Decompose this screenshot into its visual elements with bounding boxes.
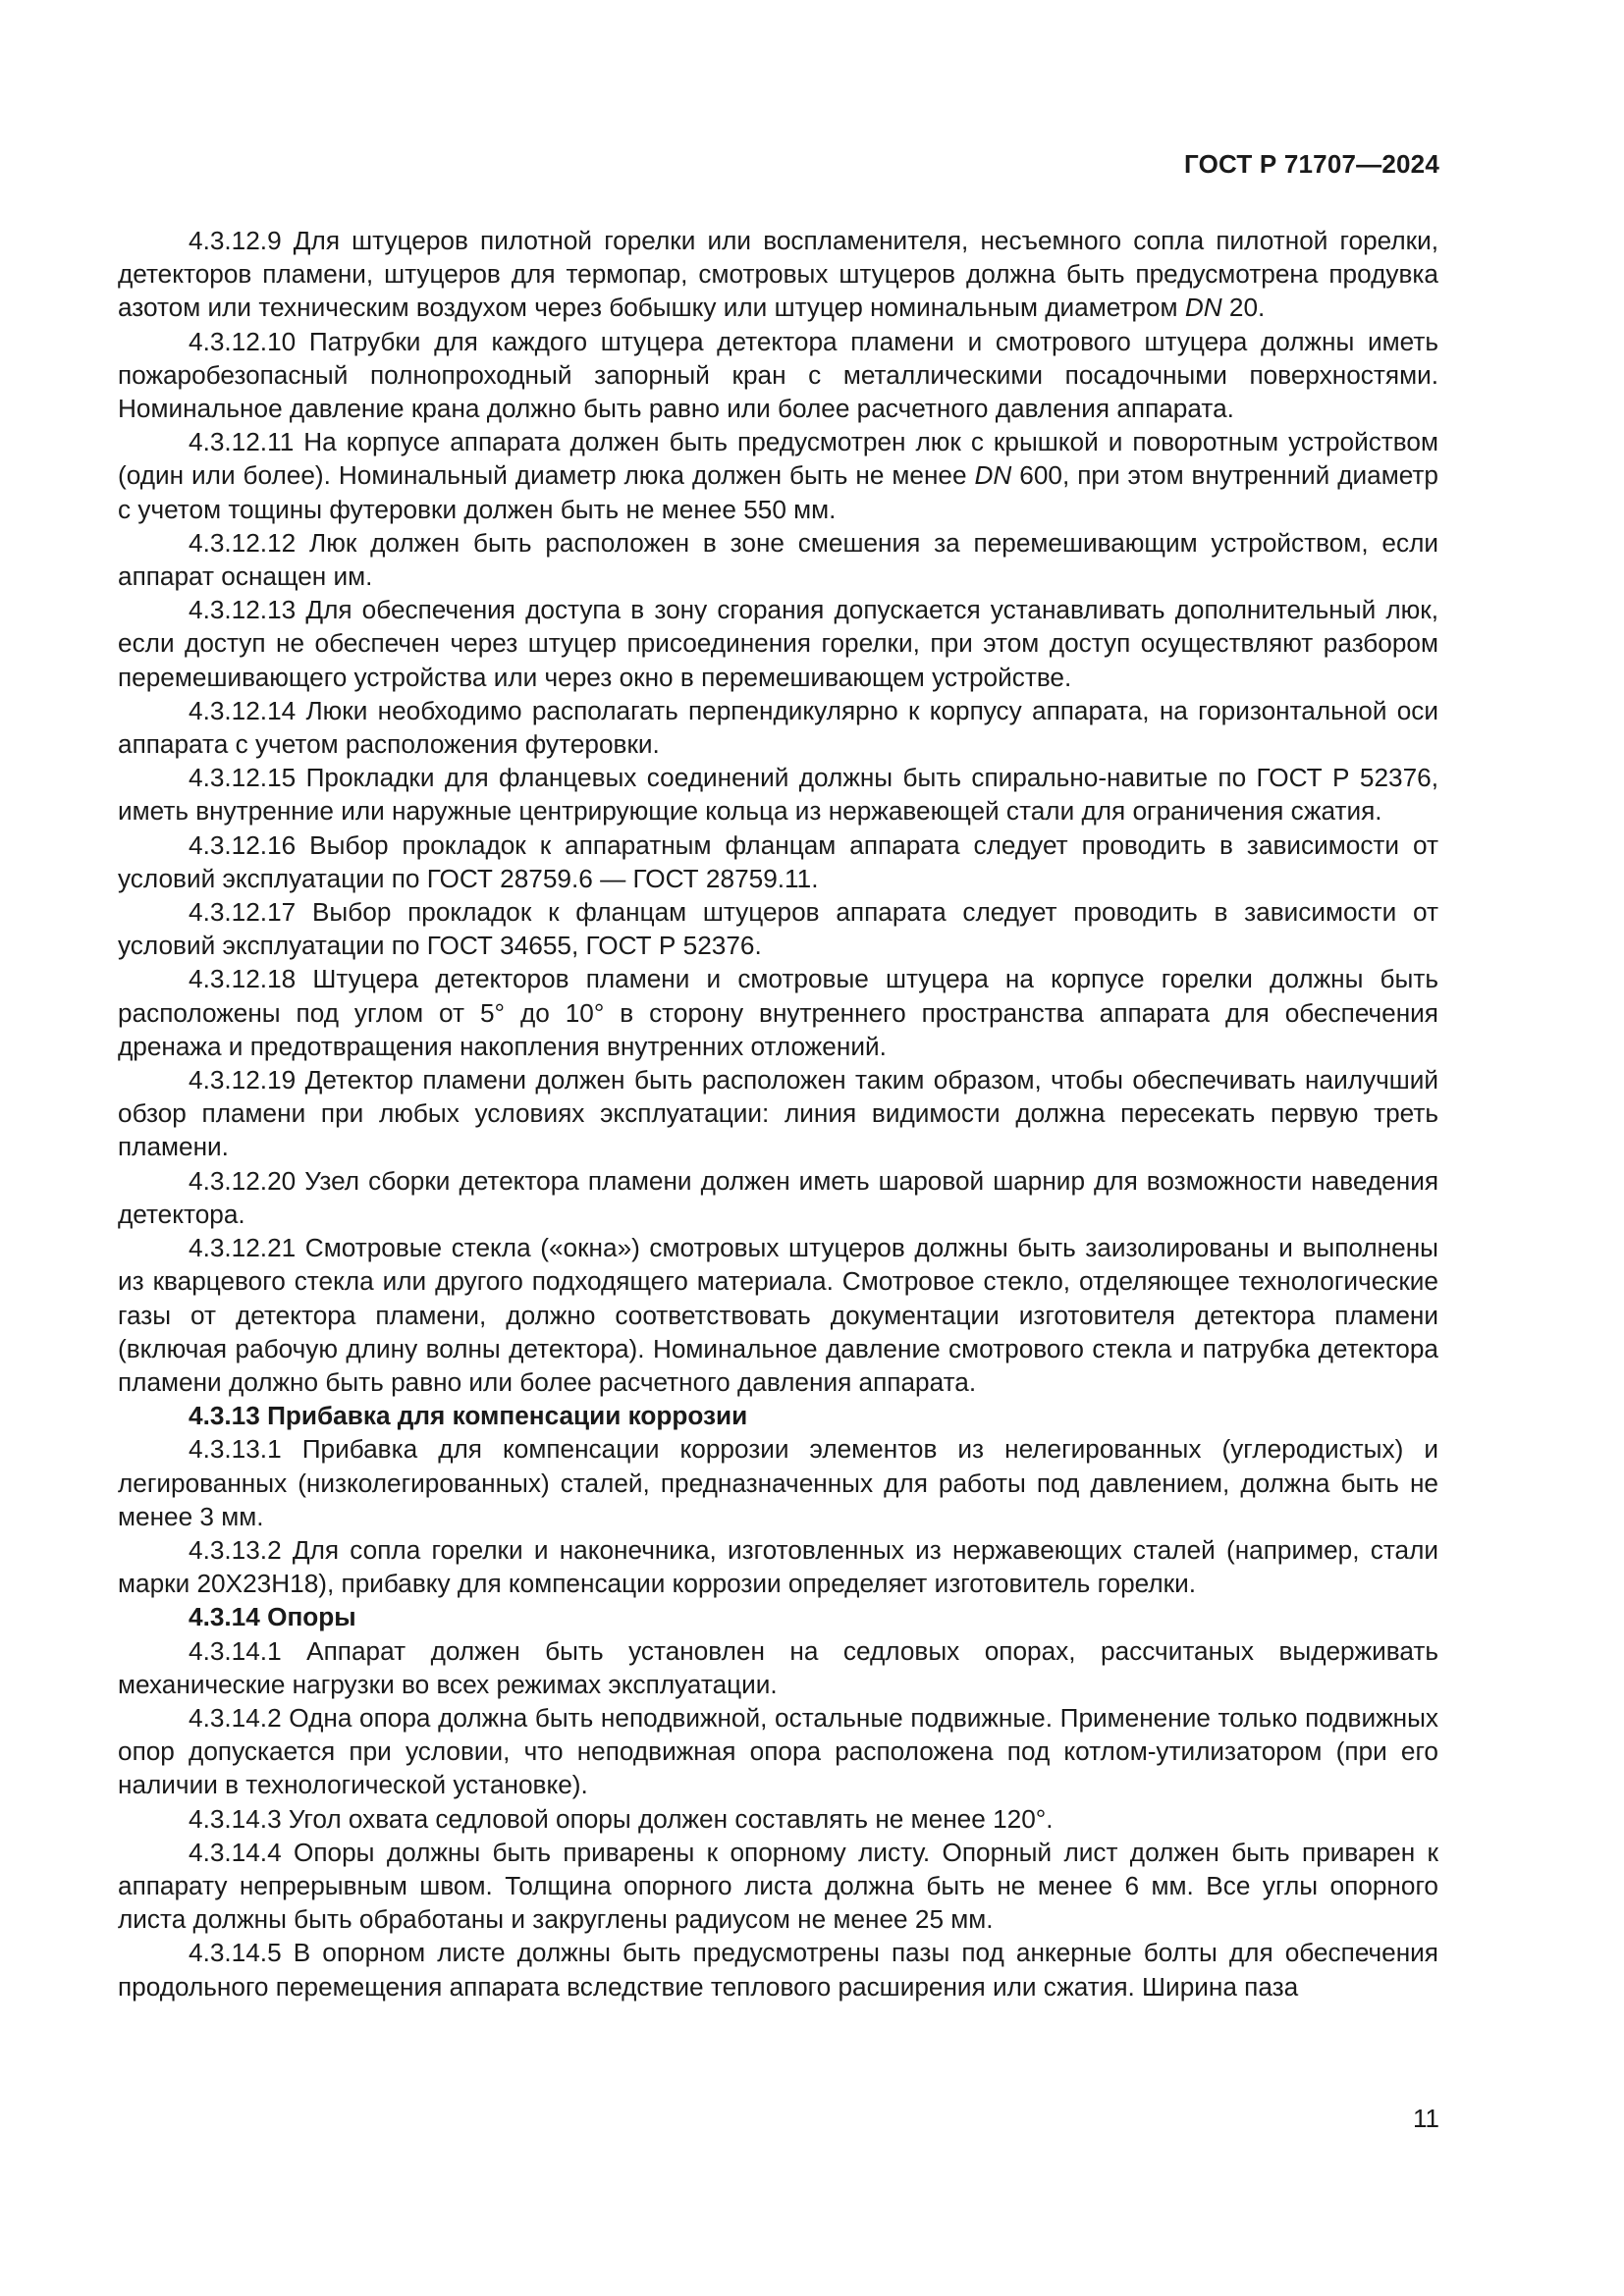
clause-4-3-12-16: 4.3.12.16 Выбор прокладок к аппаратным фланцам аппарата следует проводить в зависимости от условий эксплуатации по ГОСТ 28759.6 — ГОСТ 28759.11. bbox=[118, 829, 1438, 893]
clause-4-3-12-17: 4.3.12.17 Выбор прокладок к фланцам штуцеров аппарата следует проводить в зависимости от условий эксплуатации по ГОСТ 34655, ГОСТ Р 52376. bbox=[118, 897, 1438, 961]
clause-4-3-12-10: 4.3.12.10 Патрубки для каждого штуцера детектора пламени и смотрового штуцера должны иметь пожаробезопасный полнопроходный запорный кран с металлическими посадочными поверхностями. Номинальное давление крана должно быть равно или более расчетного давления аппарата. bbox=[118, 326, 1438, 424]
clause-4-3-13-1: 4.3.13.1 Прибавка для компенсации коррозии элементов из нелегированных (углеродистых) и легированных (низколегированных) сталей, предназначенных для работы под давлением, должна быть не менее 3 мм. bbox=[118, 1434, 1438, 1531]
section-heading-4-3-14: 4.3.14 Опоры bbox=[189, 1602, 356, 1632]
clause-4-3-12-12: 4.3.12.12 Люк должен быть расположен в зоне смешения за перемешивающим устройством, если аппарат оснащен им. bbox=[118, 527, 1438, 592]
page-number: 11 bbox=[1413, 2104, 1439, 2133]
section-heading-4-3-13: 4.3.13 Прибавка для компенсации коррозии bbox=[189, 1401, 748, 1431]
document-header: ГОСТ Р 71707—2024 bbox=[1184, 149, 1439, 179]
clause-4-3-14-2: 4.3.14.2 Одна опора должна быть неподвижной, остальные подвижные. Применение только подвижных опор допускается при условии, что неподвижная опора расположена под котлом-утилизатором (при его наличии в технологической установке). bbox=[118, 1702, 1438, 1800]
clause-4-3-12-15: 4.3.12.15 Прокладки для фланцевых соединений должны быть спирально-навитые по ГОСТ Р 52376, иметь внутренние или наружные центрирующие кольца из нержавеющей стали для ограничения сжатия. bbox=[118, 763, 1438, 827]
clause-4-3-14-5: 4.3.14.5 В опорном листе должны быть предусмотрены пазы под анкерные болты для обеспечения продольного перемещения аппарата вследствие теплового расширения или сжатия. Ширина паза bbox=[118, 1938, 1438, 2002]
clause-4-3-12-9: 4.3.12.9 Для штуцеров пилотной горелки или воспламенителя, несъемного сопла пилотной горелки, детекторов пламени, штуцеров для термопар, смотровых штуцеров должна быть предусмотрена продувка азотом или техническим воздухом через бобышку или штуцер номинальным диаметром DN 20. bbox=[118, 226, 1438, 323]
clause-4-3-14-1: 4.3.14.1 Аппарат должен быть установлен на седловых опорах, рассчитаных выдерживать механические нагрузки во всех режимах эксплуатации. bbox=[118, 1635, 1438, 1699]
clause-4-3-12-14: 4.3.12.14 Люки необходимо располагать перпендикулярно к корпусу аппарата, на горизонтальной оси аппарата с учетом расположения футеровки. bbox=[118, 695, 1438, 760]
clause-4-3-12-11: 4.3.12.11 На корпусе аппарата должен быть предусмотрен люк с крышкой и поворотным устройством (один или более). Номинальный диаметр люка должен быть не менее DN 600, при этом внутренний диаметр с учетом тощины футеровки должен быть не менее 550 мм. bbox=[118, 427, 1438, 524]
clause-4-3-12-21: 4.3.12.21 Смотровые стекла («окна») смотровых штуцеров должны быть заизолированы и выполнены из кварцевого стекла или другого подходящего материала. Смотровое стекло, отделяющее технологические газы от детектора пламени, должно соответствовать документации изготовителя детектора пламени (включая рабочую длину волны детектора). Номинальное давление смотрового стекла и патрубка детектора пламени должно быть равно или более расчетного давления аппарата. bbox=[118, 1233, 1438, 1397]
clause-4-3-13-2: 4.3.13.2 Для сопла горелки и наконечника, изготовленных из нержавеющих сталей (например, стали марки 20Х23Н18), прибавку для компенсации коррозии определяет изготовитель горелки. bbox=[118, 1534, 1438, 1599]
clause-4-3-12-13: 4.3.12.13 Для обеспечения доступа в зону сгорания допускается устанавливать дополнительный люк, если доступ не обеспечен через штуцер присоединения горелки, при этом доступ осуществляют разбором перемешивающего устройства или через окно в перемешивающем устройстве. bbox=[118, 595, 1438, 692]
clause-4-3-14-3: 4.3.14.3 Угол охвата седловой опоры должен составлять не менее 120°. bbox=[189, 1803, 1054, 1834]
clause-4-3-12-20: 4.3.12.20 Узел сборки детектора пламени должен иметь шаровой шарнир для возможности наведения детектора. bbox=[118, 1165, 1438, 1229]
clause-4-3-12-18: 4.3.12.18 Штуцера детекторов пламени и смотровые штуцера на корпусе горелки должны быть расположены под углом от 5° до 10° в сторону внутреннего пространства аппарата для обеспечения дренажа и предотвращения накопления внутренних отложений. bbox=[118, 964, 1438, 1061]
document-body bbox=[118, 224, 1438, 2003]
clause-4-3-14-4: 4.3.14.4 Опоры должны быть приварены к опорному листу. Опорный лист должен быть приварен к аппарату непрерывным швом. Толщина опорного листа должна быть не менее 6 мм. Все углы опорного листа должны быть обработаны и закруглены радиусом не менее 25 мм. bbox=[118, 1837, 1438, 1935]
clause-4-3-12-19: 4.3.12.19 Детектор пламени должен быть расположен таким образом, чтобы обеспечивать наилучший обзор пламени при любых условиях эксплуатации: линия видимости должна пересекать первую треть пламени. bbox=[118, 1065, 1438, 1162]
